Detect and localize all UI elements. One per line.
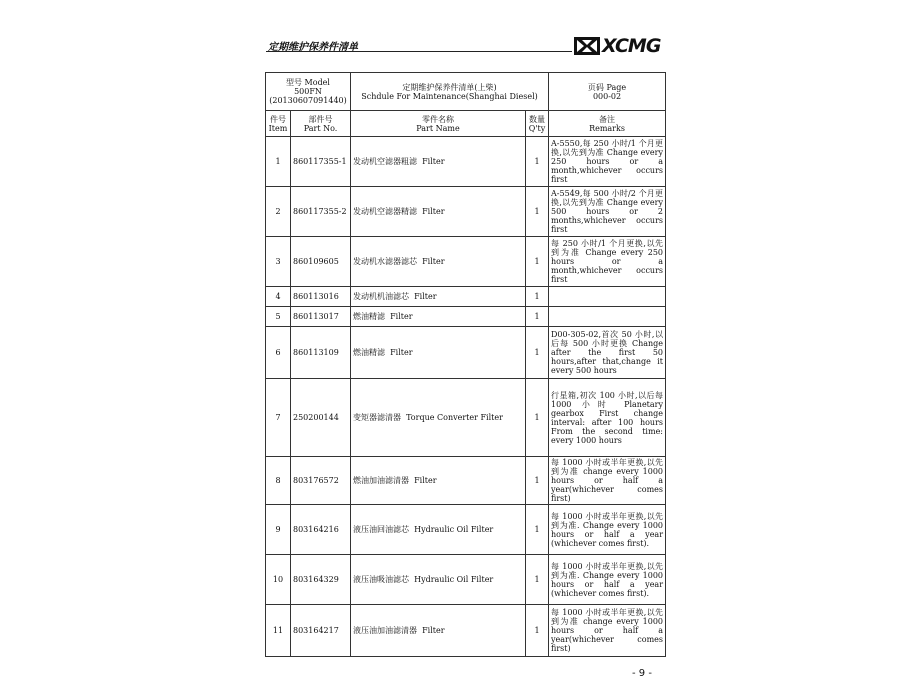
table-row	[266, 187, 666, 237]
page-cell	[549, 73, 666, 111]
table-cell: 1	[526, 307, 549, 327]
model-value: 500FN	[294, 87, 322, 96]
maintenance-parts-table	[265, 72, 666, 657]
cell-text: 发动机机油滤芯	[353, 292, 409, 301]
cell-text: 燃油加油滤清器	[353, 476, 409, 485]
table-row	[266, 379, 666, 457]
table-row	[266, 237, 666, 287]
table-row	[266, 327, 666, 379]
table-cell: 1	[526, 237, 549, 287]
cell-text: Part No.	[303, 123, 338, 133]
col-qty	[526, 111, 549, 137]
cell-text: 部件号	[308, 114, 333, 124]
table-cell	[351, 327, 526, 379]
model-label: 型号 Model	[286, 78, 330, 87]
cell-text: 零件名称	[422, 114, 454, 124]
table-row	[266, 605, 666, 657]
cell-text: 发动机水滤器滤芯	[353, 257, 417, 266]
cell-text: Part Name	[416, 123, 460, 133]
table-row	[266, 555, 666, 605]
table-cell: 803164217	[291, 605, 351, 657]
table-cell: 1	[526, 287, 549, 307]
xcmg-emblem-icon	[574, 37, 600, 55]
table-cell: 860117355-2	[291, 187, 351, 237]
table-cell: 每 250 小时/1 个月更换,以先到为准 Change every 250 hours or a month,whichever occurs first	[549, 237, 666, 287]
page-label: 页码 Page	[587, 82, 627, 92]
cell-text: 燃油精滤	[353, 312, 385, 321]
cell-text: 发动机空滤器精滤	[353, 207, 417, 216]
table-cell: 2	[266, 187, 291, 237]
cell-text: Filter	[414, 476, 437, 485]
cell-text: 发动机空滤器粗滤	[353, 157, 417, 166]
table-cell: 6	[266, 327, 291, 379]
cell-text: Torque Converter Filter	[406, 413, 503, 422]
table-cell: A-5549,每 500 小时/2 个月更换,以先到为准 Change every 500 hours or 2 months,whichever occurs first	[549, 187, 666, 237]
table-cell	[351, 605, 526, 657]
table-cell: 1	[526, 187, 549, 237]
cell-text: 变矩器滤清器	[353, 413, 401, 422]
table-cell: 250200144	[291, 379, 351, 457]
header-rule	[266, 51, 572, 52]
table-cell: 803164216	[291, 505, 351, 555]
table-cell	[549, 287, 666, 307]
table-cell: A-5550,每 250 小时/1 个月更换,以先到为准 Change every 250 hours or a month,whichever occurs first	[549, 137, 666, 187]
table-cell	[351, 307, 526, 327]
cell-text: Filter	[390, 312, 413, 321]
table-cell: 8	[266, 457, 291, 505]
cell-text: Remarks	[589, 123, 625, 133]
cell-text: Filter	[390, 348, 413, 357]
table-cell: 7	[266, 379, 291, 457]
col-item	[266, 111, 291, 137]
table-cell	[351, 237, 526, 287]
table-cell: 每 1000 小时或半年更换,以先到为准. Change every 1000 hours or half a year (whichever comes first).	[549, 555, 666, 605]
cell-text: Filter	[422, 157, 445, 166]
table-cell: 每 1000 小时或半年更换,以先到为准. Change every 1000 hours or half a year (whichever comes first).	[549, 505, 666, 555]
table-cell: D00-305-02,首次 50 小时,以后每 500 小时更换 Change after the first 50 hours,after that,change it every 500 hours	[549, 327, 666, 379]
table-title-row	[266, 73, 666, 111]
table-cell	[351, 555, 526, 605]
table-cell: 1	[526, 505, 549, 555]
table-cell: 860117355-1	[291, 137, 351, 187]
table-row	[266, 457, 666, 505]
cell-text: 液压油加油滤清器	[353, 626, 417, 635]
col-part-name	[351, 111, 526, 137]
table-cell	[351, 379, 526, 457]
xcmg-logo	[574, 36, 666, 56]
table-cell: 860113016	[291, 287, 351, 307]
cell-text: Q'ty	[528, 123, 546, 133]
cell-text: 数量	[529, 114, 545, 124]
table-cell	[351, 137, 526, 187]
cell-text: Item	[268, 123, 288, 133]
cell-text: Hydraulic Oil Filter	[414, 575, 494, 584]
table-cell: 803164329	[291, 555, 351, 605]
logo-text: XCMG	[602, 35, 661, 57]
table-cell: 1	[526, 137, 549, 187]
table-cell: 每 1000 小时或半年更换,以先到为准 change every 1000 hours or half a year(whichever comes first)	[549, 605, 666, 657]
page-number: - 9 -	[632, 668, 652, 679]
table-cell: 3	[266, 237, 291, 287]
cell-text: 燃油精滤	[353, 348, 385, 357]
table-row	[266, 505, 666, 555]
cell-text: Filter	[422, 626, 445, 635]
table-cell	[351, 505, 526, 555]
table-cell	[351, 457, 526, 505]
table-cell: 860113109	[291, 327, 351, 379]
column-header-row	[266, 111, 666, 137]
cell-text: 液压油吸油滤芯	[353, 575, 409, 584]
table-cell: 5	[266, 307, 291, 327]
table-cell: 4	[266, 287, 291, 307]
page-value: 000-02	[592, 91, 622, 101]
cell-text: 备注	[599, 114, 616, 124]
cell-text: Hydraulic Oil Filter	[414, 525, 494, 534]
table-cell: 每 1000 小时或半年更换,以先到为准 change every 1000 hours or half a year(whichever comes first)	[549, 457, 666, 505]
sheet-title-en: Schdule For Maintenance(Shanghai Diesel)	[361, 91, 538, 101]
sheet-title-cell	[351, 73, 549, 111]
table-cell	[351, 187, 526, 237]
table-cell: 860113017	[291, 307, 351, 327]
cell-text: 液压油回油滤芯	[353, 525, 409, 534]
table-cell: 1	[266, 137, 291, 187]
table-cell: 1	[526, 327, 549, 379]
table-cell: 行星箱,初次 100 小时,以后每 1000 小时 Planetary gearbox First change interval: after 100 hours From the second time: every 1000 hours	[549, 379, 666, 457]
table-cell: 11	[266, 605, 291, 657]
cell-text: Filter	[422, 257, 445, 266]
cell-text: Filter	[414, 292, 437, 301]
table-cell: 1	[526, 379, 549, 457]
table-cell: 9	[266, 505, 291, 555]
table-cell	[351, 287, 526, 307]
page-header-title: 定期维护保养件清单	[268, 42, 358, 53]
model-date: (20130607091440)	[269, 96, 347, 105]
table-cell: 1	[526, 605, 549, 657]
table-cell: 1	[526, 555, 549, 605]
table-row	[266, 307, 666, 327]
model-cell	[266, 73, 351, 111]
table-cell	[549, 307, 666, 327]
table-row	[266, 137, 666, 187]
cell-text: Filter	[422, 207, 445, 216]
table-cell: 10	[266, 555, 291, 605]
table-cell: 1	[526, 457, 549, 505]
col-remarks	[549, 111, 666, 137]
col-part-no	[291, 111, 351, 137]
table-row	[266, 287, 666, 307]
cell-text: 件号	[270, 114, 286, 124]
table-cell: 803176572	[291, 457, 351, 505]
sheet-title-cn: 定期维护保养件清单(上柴)	[402, 82, 497, 92]
table-cell: 860109605	[291, 237, 351, 287]
